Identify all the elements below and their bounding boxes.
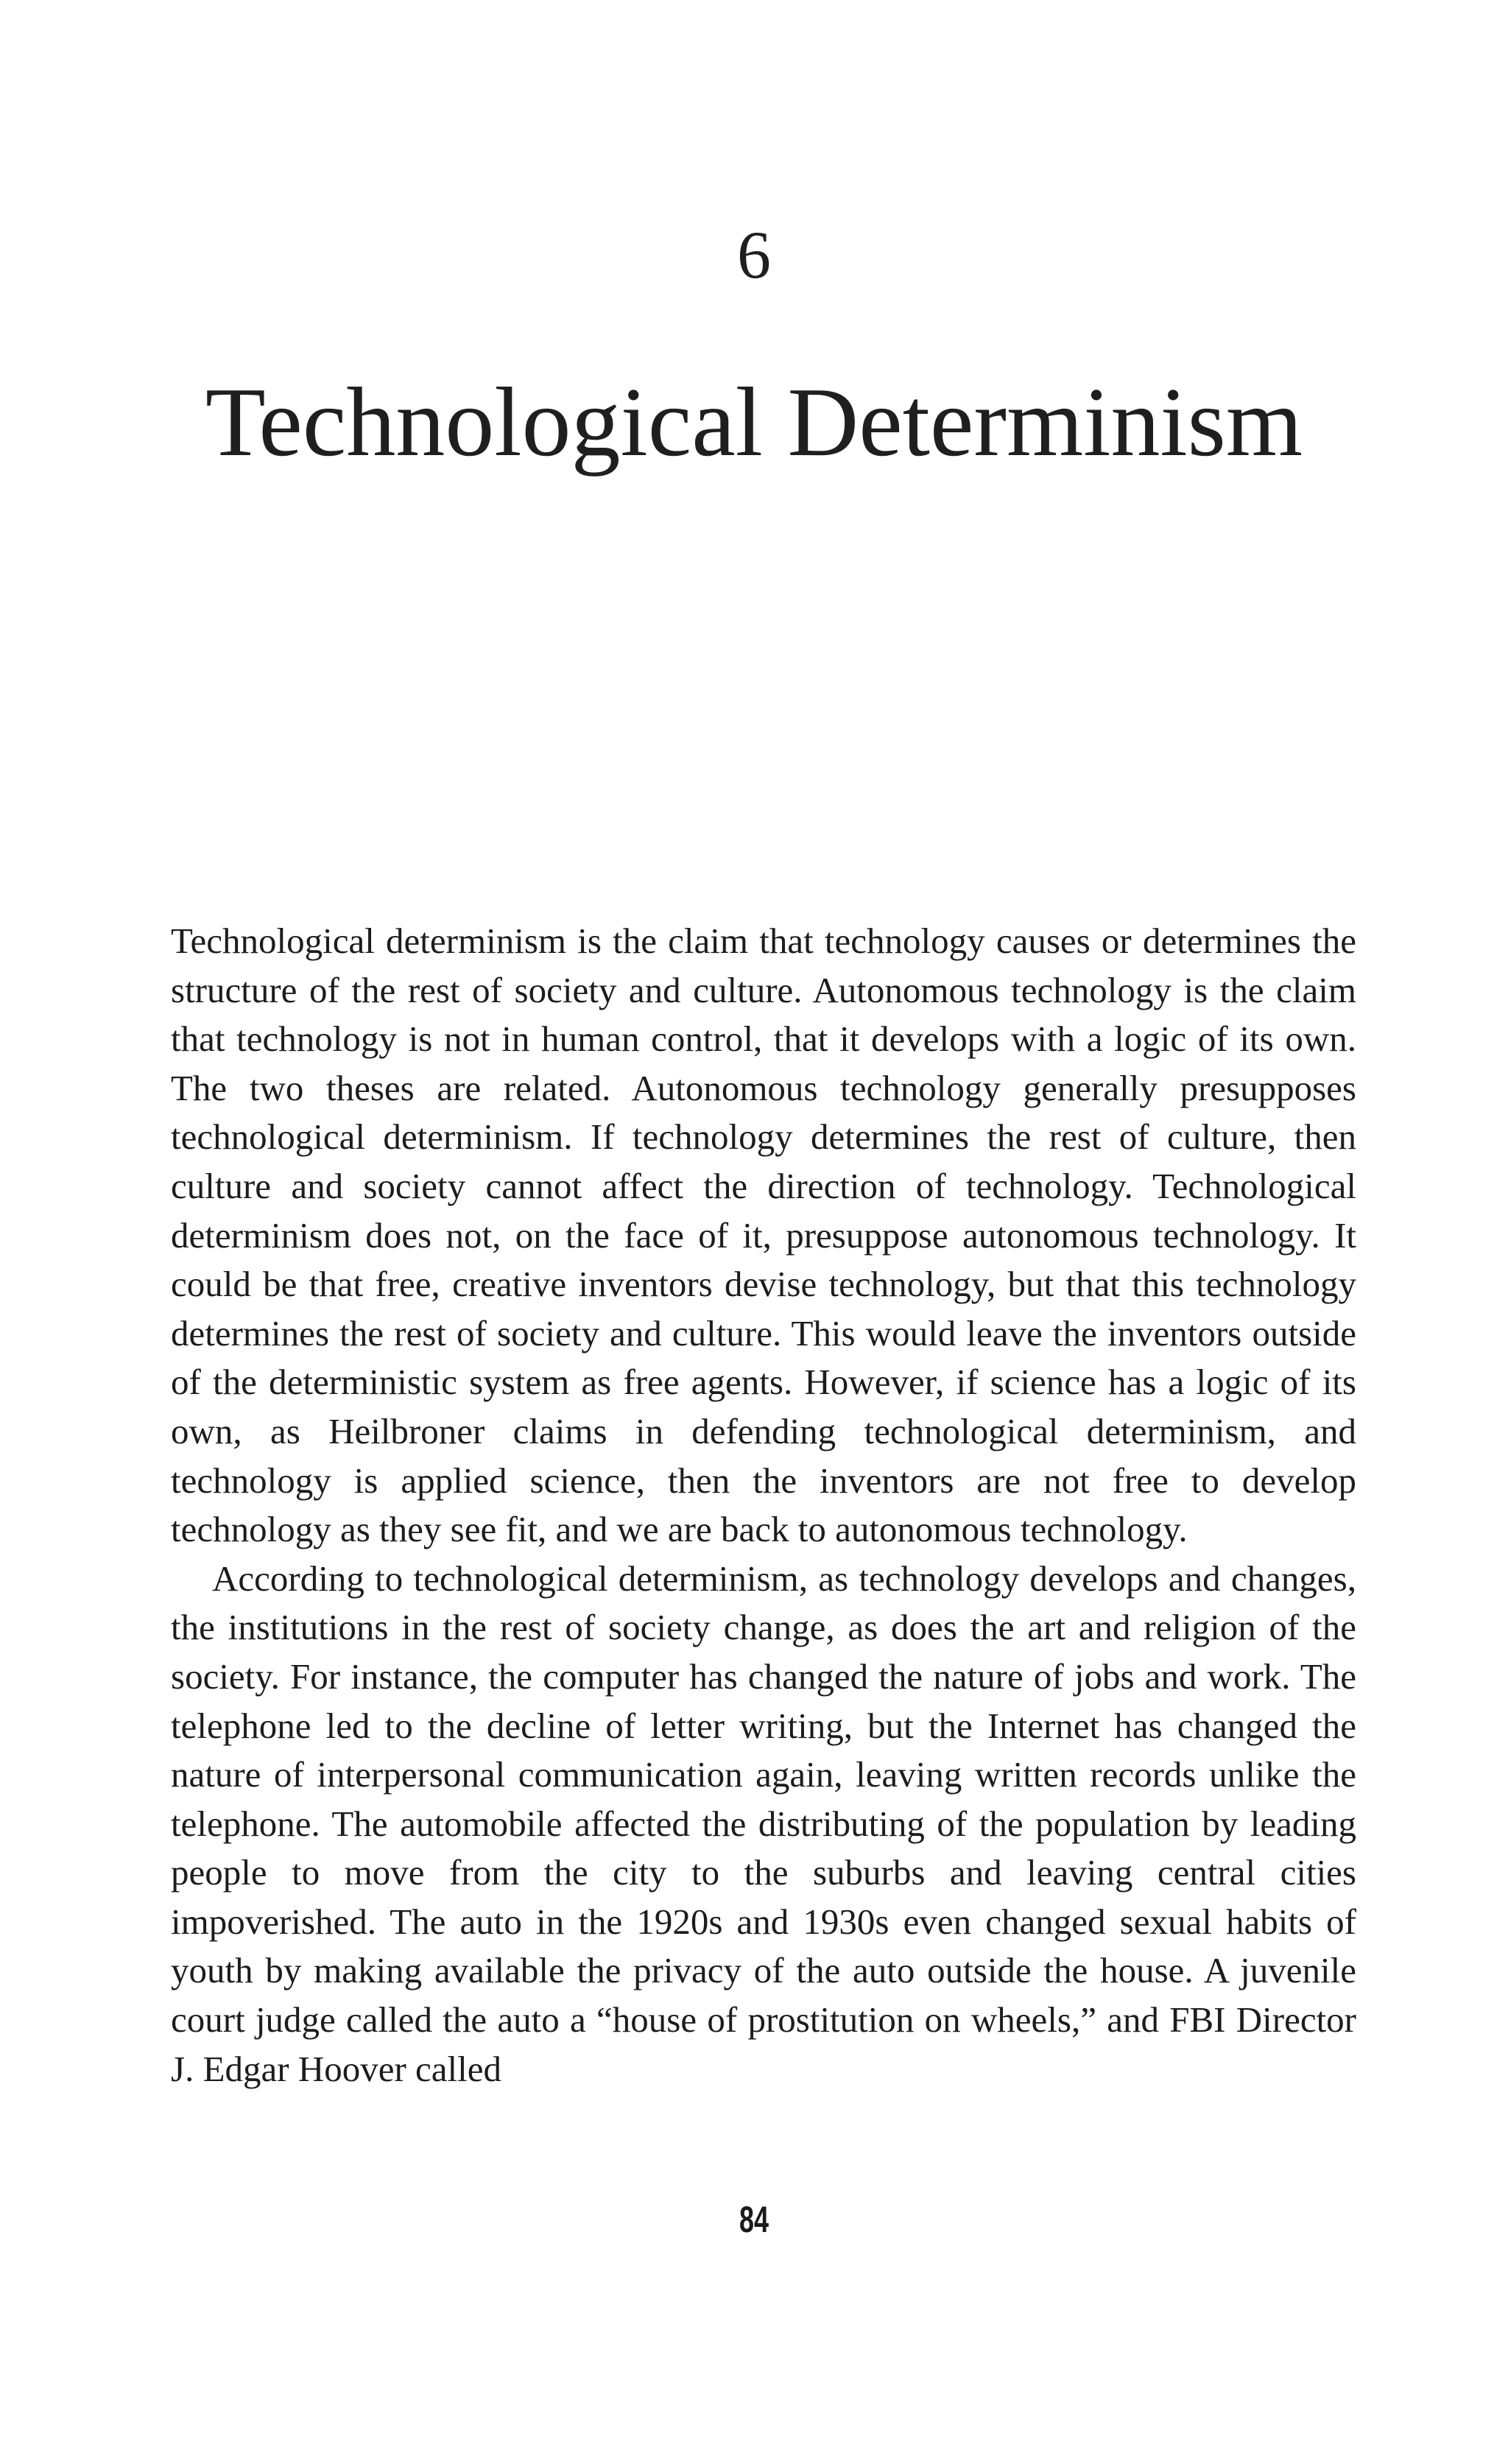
page-number: 84 bbox=[739, 2199, 769, 2240]
paragraph: Technological determinism is the claim that technology causes or determines the structure of the rest of society and culture. Autonomous technology is the claim that technology is not in human control, that it develops with a logic of its own. The two theses are related. Autonomous technology generally presupposes technological determinism. If technology determines the rest of culture, then culture and society cannot affect the direction of technology. Technological determinism does not, on the face of it, presuppose autonomous technology. It could be that free, creative inventors devise technology, but that this technology determines the rest of society and culture. This would leave the inventors outside of the deterministic system as free agents. However, if science has a logic of its own, as Heilbroner claims in defending technological determinism, and technology is applied science, then the inventors are not free to develop technology as they see fit, and we are back to autonomous technology. bbox=[171, 921, 1356, 1550]
chapter-number: 6 bbox=[737, 217, 771, 292]
chapter-title: Technological Determinism bbox=[205, 367, 1303, 476]
paragraph: According to technological determinism, as technology develops and changes, the institutions in the rest of society change, as does the art and religion of the society. For instance, the computer has changed the nature of jobs and work. The telephone led to the decline of letter writing, but the Internet has changed the nature of interpersonal communication again, leaving written records unlike the telephone. The automobile affected the distributing of the population by leading people to move from the city to the suburbs and leaving central cities impoverished. The auto in the 1920s and 1930s even changed sexual habits of youth by making available the privacy of the auto outside the house. A juvenile court judge called the auto a “house of prostitution on wheels,” and FBI Director J. Edgar Hoover called bbox=[171, 1557, 1356, 2089]
chapter-body bbox=[171, 917, 1356, 2094]
